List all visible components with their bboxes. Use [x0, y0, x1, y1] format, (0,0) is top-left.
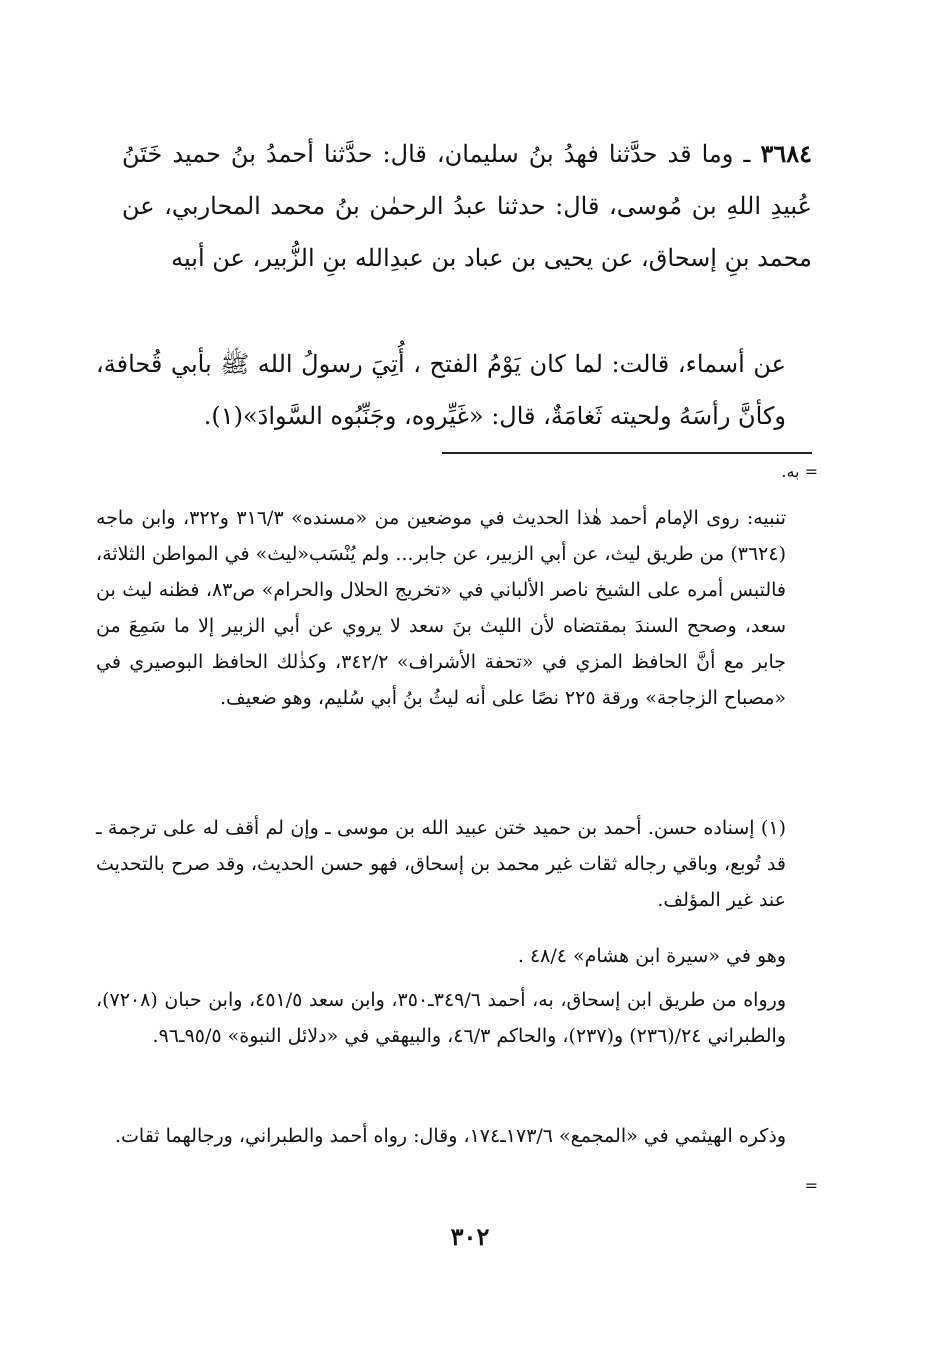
hadith-chain	[122, 128, 812, 284]
footnote-1-haythami: وذكره الهيثمي في «المجمع» ١٧٣/٦ـ١٧٤، وقال: رواه أحمد والطبراني، ورجالهما ثقات.	[114, 1125, 786, 1147]
footnote-continuation: = به.	[781, 462, 818, 481]
hadith-number: ٣٦٨٤	[760, 139, 812, 168]
hadith-isnad: ـ وما قد حدَّثنا فهدُ بنُ سليمان، قال: حدَّثنا أحمدُ بنُ حميد خَتَنُ عُبيدِ اللهِ بن مُوسى، قال: حدثنا عبدُ الرحمٰن بنُ محمد المحاربي، عن محمد بنِ إسحاق، عن يحيى بن عباد بن عبدِالله بنِ الزُّبير، عن أبيه	[122, 140, 812, 272]
footnote-1: (١) إسناده حسن. أحمد بن حميد ختن عبيد الله بن موسى ـ وإن لم أقف له على ترجمة ـ قد تُوبع، وباقي رجاله ثقات غير محمد بن إسحاق، فهو حسن الحديث، وقد صرح بالتحديث عند غير المؤلف.	[96, 817, 786, 911]
footnote-1-takhrij: ورواه من طريق ابن إسحاق، به، أحمد ٣٤٩/٦ـ٣٥٠، وابن سعد ٤٥١/٥، وابن حبان (٧٢٠٨)، والطبراني ٢٤/(٢٣٦) و(٢٣٧)، والحاكم ٤٦/٣، والبيهقي في «دلائل النبوة» ٩٥/٥ـ٩٦.	[96, 989, 786, 1047]
footnote-continued-mark: =	[804, 1176, 818, 1195]
hadith-text: عن أسماء، قالت: لما كان يَوْمُ الفتح ، أُتِيَ رسولُ الله ﷺ بأبي قُحافة، وكأنَّ رأسَهُ ولحيته ثَغامَةٌ، قال: «غَيِّروه، وجَنِّبُوه السَّوادَ»(١).	[96, 350, 786, 430]
page-number: ٣٠٢	[450, 1222, 490, 1251]
footnote-tanbih: تنبيه: روى الإمام أحمد هٰذا الحديث في موضعين من «مسنده» ٣١٦/٣ و٣٢٢، وابن ماجه (٣٦٢٤) من طريق ليث، عن أبي الزبير، عن جابر... ولم يُنْسَب«ليث» في المواطن الثلاثة، فالتبس أمره على الشيخ ناصر الألباني في «تخريج الحلال والحرام» ص٨٣، فظنه ليث بن سعد، وصحح السندَ بمقتضاه لأن الليث بنَ سعد لا يروي عن أبي الزبير إلا ما سَمِعَ من جابر مع أنَّ الحافظ المزي في «تحفة الأشراف» ٣٤٢/٢، وكذٰلك الحافظ البوصيري في «مصباح الزجاجة» ورقة ٢٢٥ نصًا على أنه ليثُ بنُ أبي سُليم، وهو ضعيف.	[96, 507, 786, 709]
footnote-separator	[442, 452, 812, 454]
footnote-1-source: وهو في «سيرة ابن هشام» ٤٨/٤ .	[517, 945, 786, 967]
